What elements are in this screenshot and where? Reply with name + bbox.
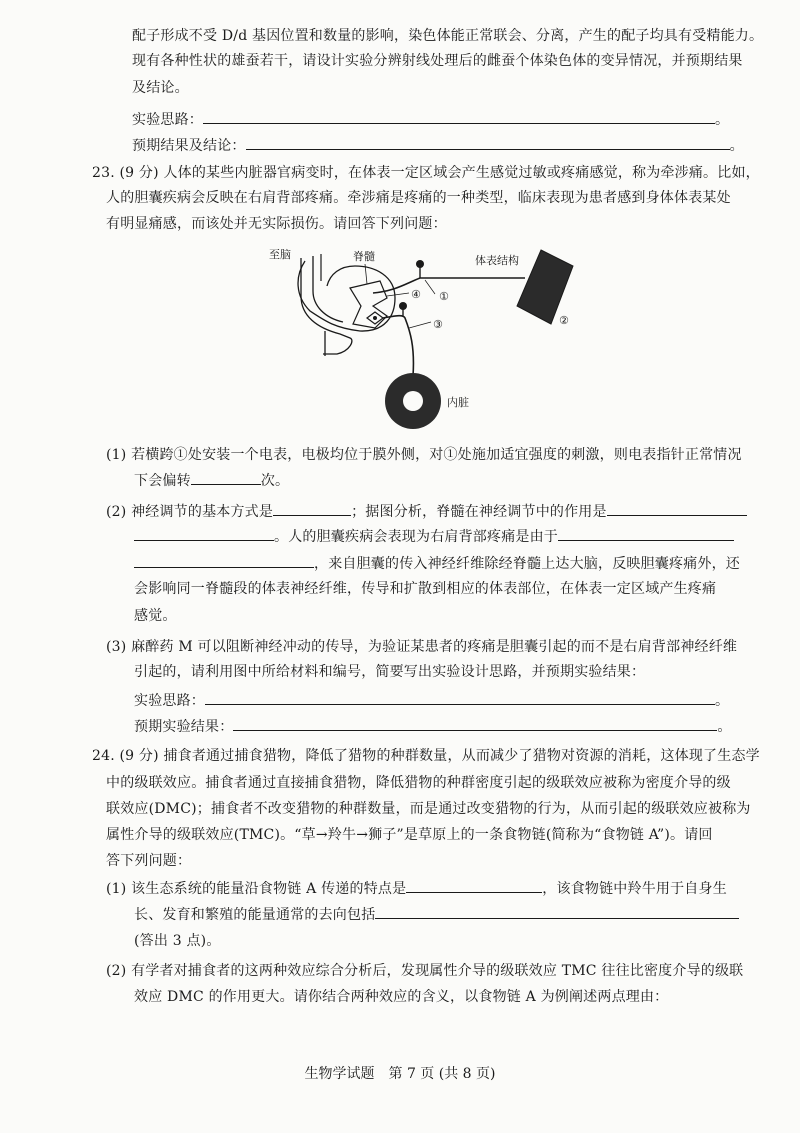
q24-line-5: 答下列问题： <box>106 853 192 869</box>
q23-p1-line-2 <box>134 470 289 491</box>
q22-result-end: 。 <box>729 138 744 154</box>
label-to-brain: 至脑 <box>269 248 291 261</box>
page-footer: 生物学试题 第 7 页 (共 8 页) <box>304 1066 496 1082</box>
q23-idea-end: 。 <box>715 693 730 709</box>
q23-result-end: 。 <box>717 719 732 735</box>
q22-idea-label: 实验思路： <box>132 112 203 128</box>
q22-result-blank[interactable] <box>246 135 730 150</box>
q23-line-1: 23. (9 分) 人体的某些内脏器官病变时，在体表一定区域会产生感觉过敏或疼痛感觉，称为牵涉痛。比如， <box>92 165 760 181</box>
q23-p1-line-1: (1) 若横跨①处安装一个电表，电极均位于膜外侧，对①处施加适宜强度的刺激，则电表指针正常情况 <box>106 447 742 463</box>
q23-p3-line-1: (3) 麻醉药 M 可以阻断神经冲动的传导，为验证某患者的疼痛是胆囊引起的而不是右肩背部神经纤维 <box>106 639 738 655</box>
q24-p1-blank-1[interactable] <box>406 878 542 893</box>
q24-p1-line-2 <box>134 904 739 925</box>
q23-idea-row <box>134 690 729 711</box>
q23-p2-line-2 <box>134 526 734 547</box>
q22-idea-end: 。 <box>715 112 730 128</box>
q23-idea-blank[interactable] <box>205 690 715 705</box>
q22-line-1: 配子形成不受 D/d 基因位置和数量的影响，染色体能正常联会、分离，产生的配子均具有受精能力。 <box>132 28 764 44</box>
q23-p2-blank-5[interactable] <box>134 553 314 568</box>
label-viscera: 内脏 <box>447 396 469 409</box>
q23-p2-text-b: ；据图分析，脊髓在神经调节中的作用是 <box>351 504 607 520</box>
q24-line-4: 属性介导的级联效应(TMC)。“草→羚牛→狮子”是草原上的一条食物链(简称为“食物链 A”)。请回 <box>106 827 713 843</box>
q23-result-row <box>134 716 732 737</box>
q23-p1-text-a: 下会偏转 <box>134 473 191 489</box>
q24-p1-text-c: 长、发育和繁殖的能量通常的去向包括 <box>134 907 376 923</box>
q22-idea-row <box>132 109 729 130</box>
q23-idea-label: 实验思路： <box>134 693 205 709</box>
q23-p2-text-a: (2) 神经调节的基本方式是 <box>106 504 274 520</box>
q23-p2-blank-4[interactable] <box>558 526 734 541</box>
label-3: ③ <box>433 318 443 331</box>
q23-p2-line-1 <box>106 501 747 522</box>
q22-line-3: 及结论。 <box>132 80 189 96</box>
label-body-surface: 体表结构 <box>475 254 519 267</box>
label-spinal-cord: 脊髓 <box>353 250 375 263</box>
q24-line-1: 24. (9 分) 捕食者通过捕食猎物，降低了猎物的种群数量，从而减少了猎物对资源的消耗，这体现了生态学 <box>92 748 760 764</box>
q24-p1-text-b: ，该食物链中羚牛用于自身生 <box>542 881 727 897</box>
q22-idea-blank[interactable] <box>203 109 715 124</box>
q24-p1-blank-2[interactable] <box>375 904 739 919</box>
q23-p1-text-b: 次。 <box>260 473 290 489</box>
q24-p2-line-1: (2) 有学者对捕食者的这两种效应综合分析后，发现属性介导的级联效应 TMC 往往比密度介导的级联 <box>106 963 744 979</box>
q23-p2-line-3 <box>134 553 740 574</box>
q24-p2-line-2: 效应 DMC 的作用更大。请你结合两种效应的含义，以食物链 A 为例阐述两点理由： <box>134 989 669 1005</box>
q23-p2-text-d: ，来自胆囊的传入神经纤维除经脊髓上达大脑，反映胆囊疼痛外，还 <box>314 556 740 572</box>
q24-p1-text-a: (1) 该生态系统的能量沿食物链 A 传递的特点是 <box>106 881 407 897</box>
q23-result-blank[interactable] <box>233 716 717 731</box>
q23-p2-text-c: 。人的胆囊疾病会表现为右肩背部疼痛是由于 <box>274 529 558 545</box>
q23-result-label: 预期实验结果： <box>134 719 234 735</box>
q23-p2-blank-3[interactable] <box>134 526 274 541</box>
q24-line-3: 联效应(DMC)；捕食者不改变猎物的种群数量，而是通过改变猎物的行为，从而引起的级联效应被称为 <box>106 801 751 817</box>
q23-p2-line-5: 感觉。 <box>134 608 177 624</box>
q23-p2-blank-2[interactable] <box>607 501 747 516</box>
q24-p1-line-1 <box>106 878 727 899</box>
q23-p2-blank-1[interactable] <box>273 501 351 516</box>
label-2: ② <box>559 314 569 327</box>
q23-p1-blank[interactable] <box>191 470 261 485</box>
q22-result-label: 预期结果及结论： <box>132 138 246 154</box>
q23-p2-line-4: 会影响同一脊髓段的体表神经纤维，传导和扩散到相应的体表部位，在体表一定区域产生疼痛 <box>134 581 717 597</box>
q23-line-2: 人的胆囊疾病会反映在右肩背部疼痛。牵涉痛是疼痛的一种类型，临床表现为患者感到身体体表某处 <box>106 190 731 206</box>
label-1: ① <box>439 290 449 303</box>
q23-p3-line-2: 引起的，请利用图中所给材料和编号，简要写出实验设计思路，并预期实验结果： <box>134 664 646 680</box>
q22-line-2: 现有各种性状的雄蚕若干，请设计实验分辨射线处理后的雌蚕个体染色体的变异情况，并预期结果 <box>132 53 743 69</box>
reflex-diagram <box>255 236 595 436</box>
label-4: ④ <box>411 288 421 301</box>
q22-result-row <box>132 135 744 156</box>
q23-line-3: 有明显痛感，而该处并无实际损伤。请回答下列问题： <box>106 216 447 232</box>
q24-line-2: 中的级联效应。捕食者通过直接捕食猎物，降低猎物的种群密度引起的级联效应被称为密度介导的级 <box>106 775 731 791</box>
q24-p1-line-3: (答出 3 点)。 <box>134 933 221 949</box>
